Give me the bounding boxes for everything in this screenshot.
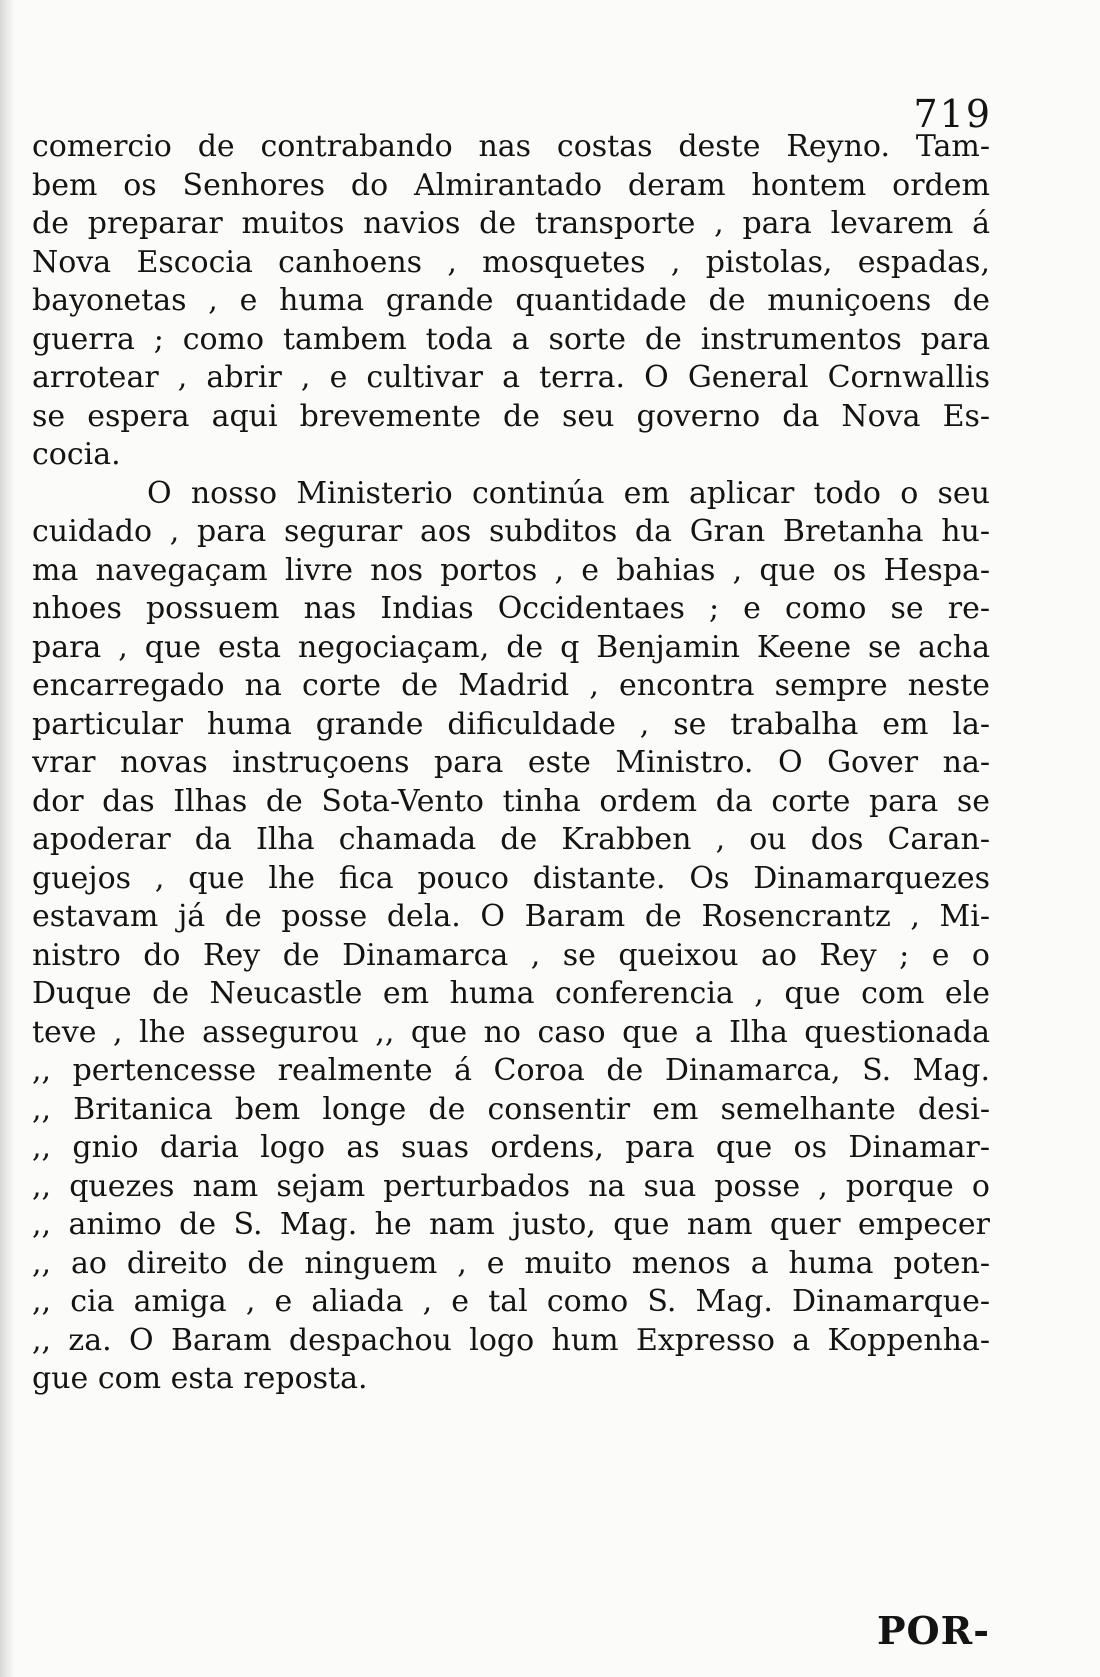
text-line: se espera aqui brevemente de seu governo da Nova Es- [32, 398, 990, 434]
text-line: bayonetas , e huma grande quantidade de muniçoens de [32, 283, 990, 318]
quoted-line: ,, quezes nam sejam perturbados na sua posse , porque o [32, 1168, 990, 1204]
text-line: teve , lhe assegurou ,, que no caso que a Ilha questionada [32, 1014, 990, 1050]
text-line: nhoes possuem nas Indias Occidentaes ; e como se re- [32, 591, 990, 626]
text-line: guerra ; como tambem toda a sorte de instrumentos para [32, 321, 990, 357]
text-line: Duque de Neucastle em huma conferencia , que com ele [32, 976, 990, 1011]
quoted-line: ,, animo de S. Mag. he nam justo, que nam quer empecer [32, 1207, 990, 1242]
quoted-line: ,, pertencesse realmente á Coroa de Dinamarca, S. Mag. [32, 1053, 990, 1088]
text-line: nistro do Rey de Dinamarca , se queixou ao Rey ; e o [32, 937, 990, 973]
quoted-line: ,, za. O Baram despachou logo hum Expresso a Koppenha- [32, 1322, 990, 1358]
text-line: estavam já de posse dela. O Baram de Rosencrantz , Mi- [32, 899, 990, 934]
text-line: comercio de contrabando nas costas deste Reyno. Tam- [32, 129, 990, 164]
quoted-line: ,, cia amiga , e aliada , e tal como S. Mag. Dinamarque- [32, 1284, 990, 1319]
text-line: de preparar muitos navios de transporte , para levarem á [32, 206, 990, 241]
text-line: para , que esta negociaçam, de q Benjamin Keene se acha [32, 629, 990, 665]
text-line: cocia. [32, 437, 121, 472]
page-number: 719 [913, 92, 992, 136]
text-line: gue com esta reposta. [32, 1361, 368, 1396]
paragraph-start-line: O nosso Ministerio continúa em aplicar todo o seu [147, 475, 990, 511]
text-line: Nova Escocia canhoens , mosquetes , pistolas, espadas, [32, 244, 990, 280]
text-line: apoderar da Ilha chamada de Krabben , ou dos Caran- [32, 822, 990, 857]
text-line: dor das Ilhas de Sota-Vento tinha ordem da corte para se [32, 783, 990, 819]
quoted-line: ,, ao direito de ninguem , e muito menos a huma poten- [32, 1245, 990, 1281]
catchword: POR- [876, 1608, 990, 1653]
text-line: vrar novas instruçoens para este Ministro. O Gover na- [32, 745, 990, 780]
text-line: ma navegaçam livre nos portos , e bahias , que os Hespa- [32, 552, 990, 588]
text-line: particular huma grande dificuldade , se trabalha em la- [32, 706, 990, 742]
text-line: guejos , que lhe fica pouco distante. Os Dinamarquezes [32, 860, 990, 896]
quoted-line: ,, gnio daria logo as suas ordens, para que os Dinamar- [32, 1130, 990, 1165]
text-line: arrotear , abrir , e cultivar a terra. O General Cornwallis [32, 360, 990, 395]
text-line: encarregado na corte de Madrid , encontra sempre neste [32, 668, 990, 703]
page-edge-shadow [0, 0, 14, 1677]
text-line: bem os Senhores do Almirantado deram hontem ordem [32, 167, 990, 203]
text-line: cuidado , para segurar aos subditos da Gran Bretanha hu- [32, 514, 990, 549]
body-text [32, 128, 990, 1399]
quoted-line: ,, Britanica bem longe de consentir em semelhante desi- [32, 1091, 990, 1127]
